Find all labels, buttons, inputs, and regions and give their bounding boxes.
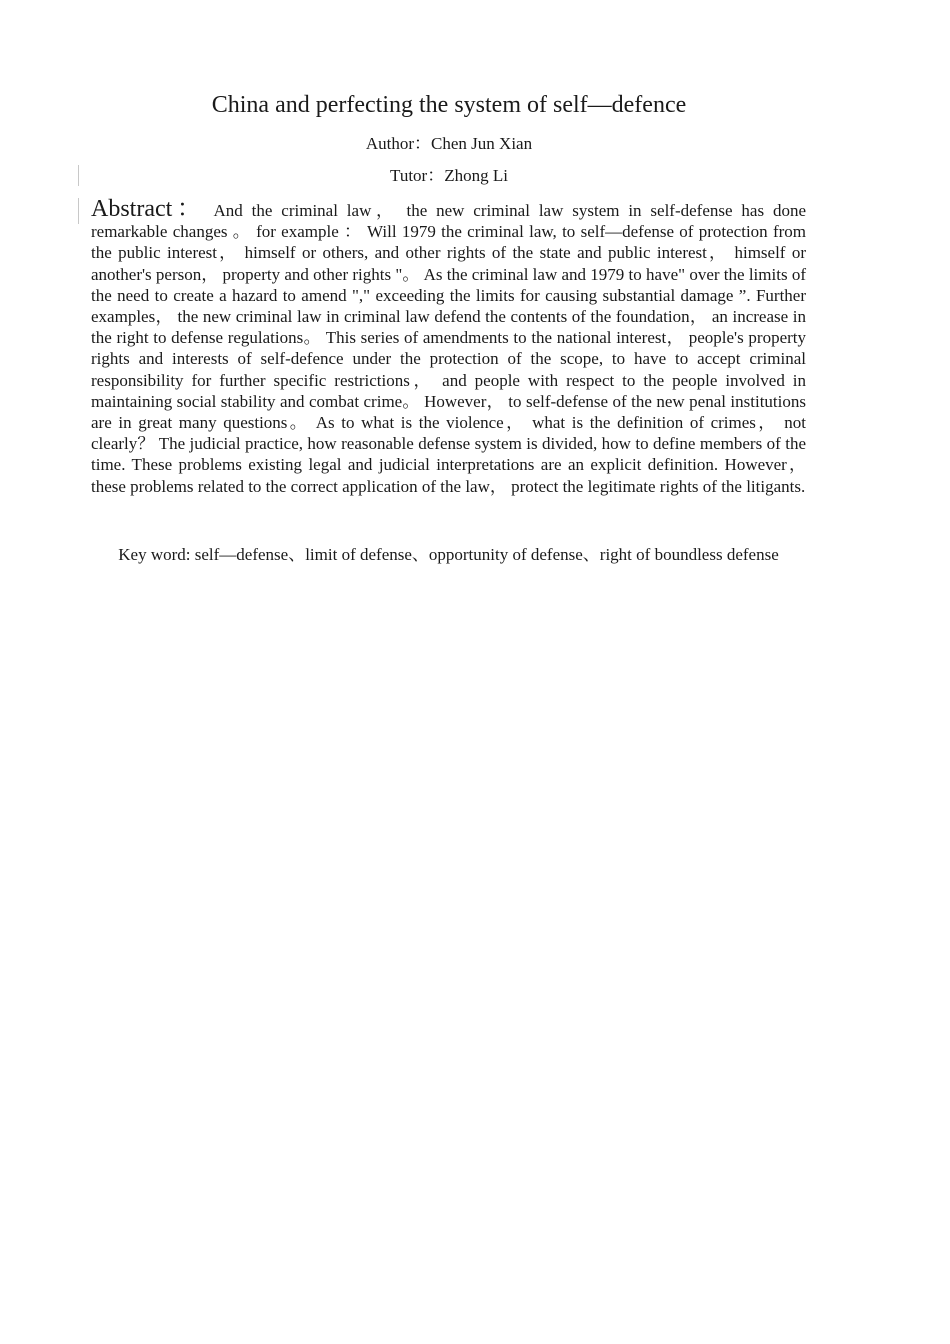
- revision-bar: [78, 165, 79, 186]
- keywords-line: Key word: self—defense、limit of defense、opportunity of defense、right of boundless defense: [118, 545, 779, 564]
- revision-bar: [78, 198, 79, 224]
- abstract-heading: Abstract：: [91, 196, 206, 222]
- abstract-paragraph: [91, 196, 806, 497]
- author-line: Author：Chen Jun Xian: [365, 134, 533, 153]
- tutor-line: Tutor：Zhong Li: [390, 166, 508, 185]
- document-title: China and perfecting the system of self—defence: [211, 92, 687, 118]
- abstract-body: And the criminal law， the new criminal law system in self-defense has done remarkable changes 。 for example ： Will 1979 the criminal law, to self—defense of protection from the public interest， himself or others, and other rights of the state and public interest， himself or another's person， property and other rights "。 As the criminal law and 1979 to have" over the limits of the need to create a hazard to amend "," exceeding the limits for causing substantial damage ”. Further examples， the new criminal law in criminal law defend the contents of the foundation， an increase in the right to defense regulations。 This series of amendments to the national interest， people's property rights and interests of self-defence under the protection of the scope, to have to accept criminal responsibility for further specific restrictions， and people with respect to the people involved in maintaining social stability and combat crime。 However， to self-defense of the new penal institutions are in great many questions。 As to what is the violence， what is the definition of crimes， not clearly？ The judicial practice, how reasonable defense system is divided, how to define members of the time. These problems existing legal and judicial interpretations are an explicit definition. However， these problems related to the correct application of the law， protect the legitimate rights of the litigants.: [91, 201, 806, 496]
